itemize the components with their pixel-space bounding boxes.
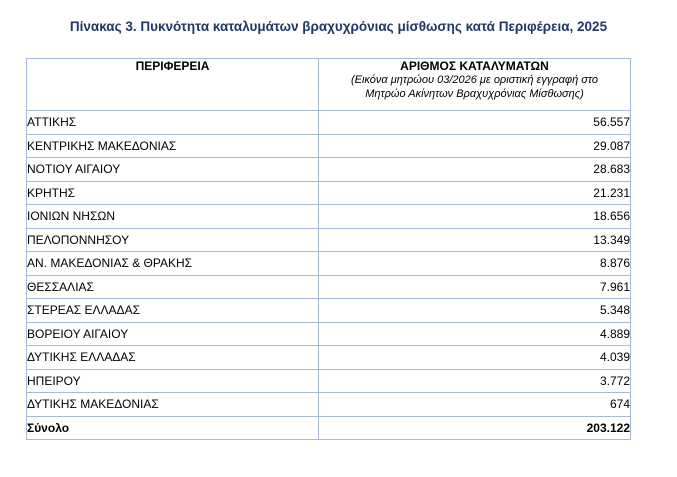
- region-count: 29.087: [319, 134, 631, 158]
- table-row: [27, 228, 631, 252]
- table-row: [27, 393, 631, 417]
- region-table: [26, 58, 631, 440]
- table-title: Πίνακας 3. Πυκνότητα καταλυμάτων βραχυχρόνιας μίσθωσης κατά Περιφέρεια, 2025: [69, 19, 608, 34]
- region-count: 21.231: [319, 181, 631, 205]
- table-row: [27, 111, 631, 135]
- table-row: [27, 134, 631, 158]
- table-row: [27, 205, 631, 229]
- table-row: [27, 369, 631, 393]
- region-name: ΘΕΣΣΑΛΙΑΣ: [27, 275, 319, 299]
- region-count: 4.889: [319, 322, 631, 346]
- region-count: 4.039: [319, 346, 631, 370]
- region-name: ΙΟΝΙΩΝ ΝΗΣΩΝ: [27, 205, 319, 229]
- region-name: ΠΕΛΟΠΟΝΝΗΣΟΥ: [27, 228, 319, 252]
- region-count: 56.557: [319, 111, 631, 135]
- table-row: [27, 275, 631, 299]
- total-count: 203.122: [319, 416, 631, 440]
- region-name: ΑΤΤΙΚΗΣ: [27, 111, 319, 135]
- region-name: ΒΟΡΕΙΟΥ ΑΙΓΑΙΟΥ: [27, 322, 319, 346]
- table-row: [27, 181, 631, 205]
- table-row: [27, 346, 631, 370]
- header-count-label: ΑΡΙΘΜΟΣ ΚΑΤΑΛΥΜΑΤΩΝ: [400, 59, 549, 73]
- region-count: 8.876: [319, 252, 631, 276]
- region-name: ΚΕΝΤΡΙΚΗΣ ΜΑΚΕΔΟΝΙΑΣ: [27, 134, 319, 158]
- total-row: [27, 416, 631, 440]
- region-name: ΝΟΤΙΟΥ ΑΙΓΑΙΟΥ: [27, 158, 319, 182]
- table-row: [27, 299, 631, 323]
- table-row: [27, 158, 631, 182]
- region-count: 674: [319, 393, 631, 417]
- region-count: 7.961: [319, 275, 631, 299]
- region-name: ΑΝ. ΜΑΚΕΔΟΝΙΑΣ & ΘΡΑΚΗΣ: [27, 252, 319, 276]
- region-name: ΚΡΗΤΗΣ: [27, 181, 319, 205]
- table-row: [27, 322, 631, 346]
- region-count: 18.656: [319, 205, 631, 229]
- region-count: 3.772: [319, 369, 631, 393]
- region-name: ΗΠΕΙΡΟΥ: [27, 369, 319, 393]
- header-region: ΠΕΡΙΦΕΡΕΙΑ: [27, 59, 319, 111]
- table-header-row: [27, 59, 631, 111]
- header-count-note-line1: (Εικόνα μητρώου 03/2026 με οριστική εγγραφή στο: [350, 74, 598, 86]
- header-count: [319, 59, 631, 111]
- region-name: ΔΥΤΙΚΗΣ ΕΛΛΑΔΑΣ: [27, 346, 319, 370]
- region-count: 28.683: [319, 158, 631, 182]
- region-name: ΣΤΕΡΕΑΣ ΕΛΛΑΔΑΣ: [27, 299, 319, 323]
- header-count-note-line2: Μητρώο Ακίνητων Βραχυχρόνιας Μίσθωσης): [365, 88, 584, 100]
- region-count: 13.349: [319, 228, 631, 252]
- total-label: Σύνολο: [27, 416, 319, 440]
- region-count: 5.348: [319, 299, 631, 323]
- table-row: [27, 252, 631, 276]
- region-name: ΔΥΤΙΚΗΣ ΜΑΚΕΔΟΝΙΑΣ: [27, 393, 319, 417]
